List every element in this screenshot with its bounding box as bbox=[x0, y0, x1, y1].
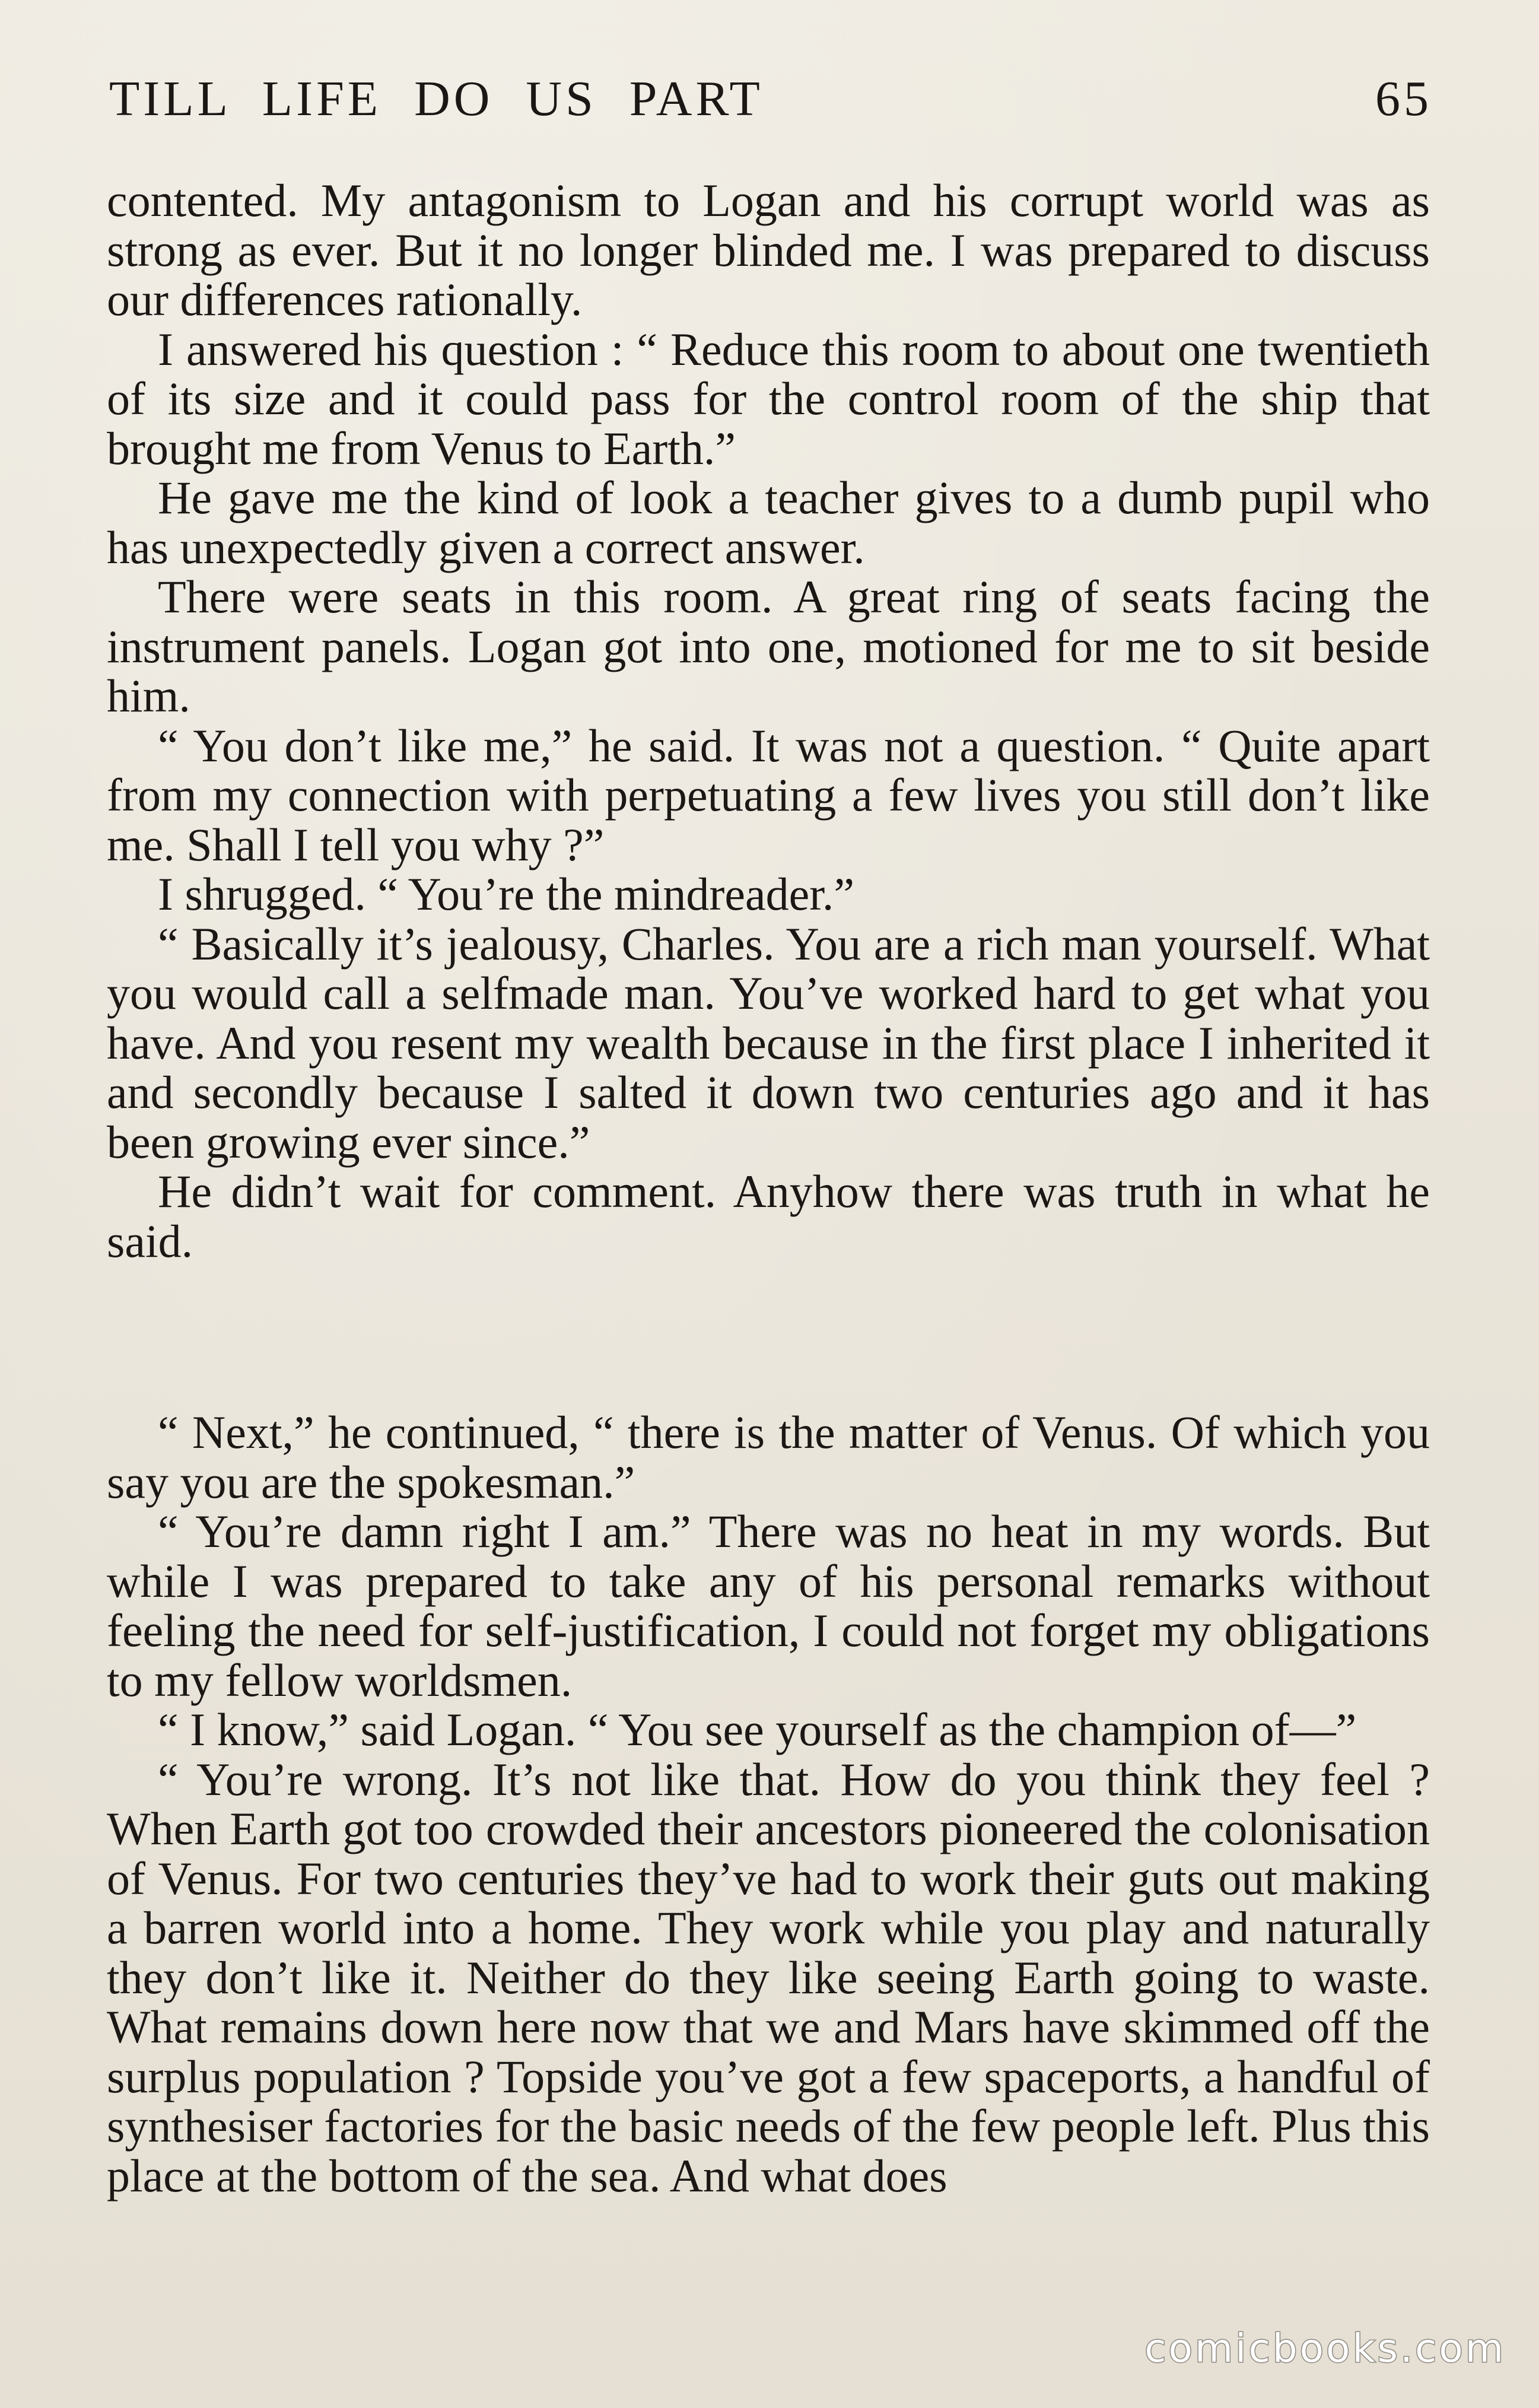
paragraph: contented. My antagonism to Logan and his corrupt world was as strong as ever. But it no longer blinded me. I was prepared to discuss our differences rationally. bbox=[107, 174, 1430, 325]
page-number: 65 bbox=[1375, 71, 1432, 126]
site-watermark: comicbooks.com bbox=[1144, 2326, 1506, 2371]
paragraph: “ I know,” said Logan. “ You see yourself as the champion of—” bbox=[158, 1704, 1357, 1755]
paragraph: He gave me the kind of look a teacher gives to a dumb pupil who has unexpectedly given a correct answer. bbox=[107, 472, 1430, 573]
running-title: TILL LIFE DO US PART bbox=[109, 71, 764, 126]
paragraph: “ You don’t like me,” he said. It was not a question. “ Quite apart from my connection with perpetuating a few lives you still don’t like me. Shall I tell you why ?” bbox=[107, 719, 1430, 871]
paragraph: I shrugged. “ You’re the mindreader.” bbox=[158, 868, 854, 920]
paragraph: “ Basically it’s jealousy, Charles. You are a rich man yourself. What you would call a selfmade man. You’ve worked hard to get what you have. And you resent my wealth because in the first place I inherited it and secondly because I salted it down two centuries ago and it has been growing ever since.” bbox=[107, 917, 1430, 1168]
paragraph: “ You’re wrong. It’s not like that. How do you think they feel ? When Earth got too crowded their ancestors pioneered the colonisation of Venus. For two centuries they’ve had to work their guts out making a barren world into a home. They work while you play and naturally they don’t like it. Neither do they like seeing Earth going to waste. What remains down here now that we and Mars have skimmed off the surplus population ? Topside you’ve got a few spaceports, a handful of synthesiser factories for the basic needs of the few people left. Plus this place at the bottom of the sea. And what does bbox=[107, 1753, 1430, 2201]
paragraph: He didn’t wait for comment. Anyhow there was truth in what he said. bbox=[107, 1165, 1430, 1267]
running-header bbox=[109, 70, 1432, 135]
paragraph: “ Next,” he continued, “ there is the matter of Venus. Of which you say you are the spokesman.” bbox=[107, 1406, 1430, 1508]
text-block-1 bbox=[107, 176, 1430, 1266]
paragraph: There were seats in this room. A great ring of seats facing the instrument panels. Logan got into one, motioned for me to sit beside him. bbox=[107, 571, 1430, 722]
text-block-2 bbox=[107, 1408, 1430, 2200]
paragraph: I answered his question : “ Reduce this room to about one twentieth of its size and it could pass for the control room of the ship that brought me from Venus to Earth.” bbox=[107, 323, 1430, 474]
paragraph: “ You’re damn right I am.” There was no heat in my words. But while I was prepared to take any of his personal remarks without feeling the need for self-justification, I could not forget my obligations to my fellow worldsmen. bbox=[107, 1505, 1430, 1706]
